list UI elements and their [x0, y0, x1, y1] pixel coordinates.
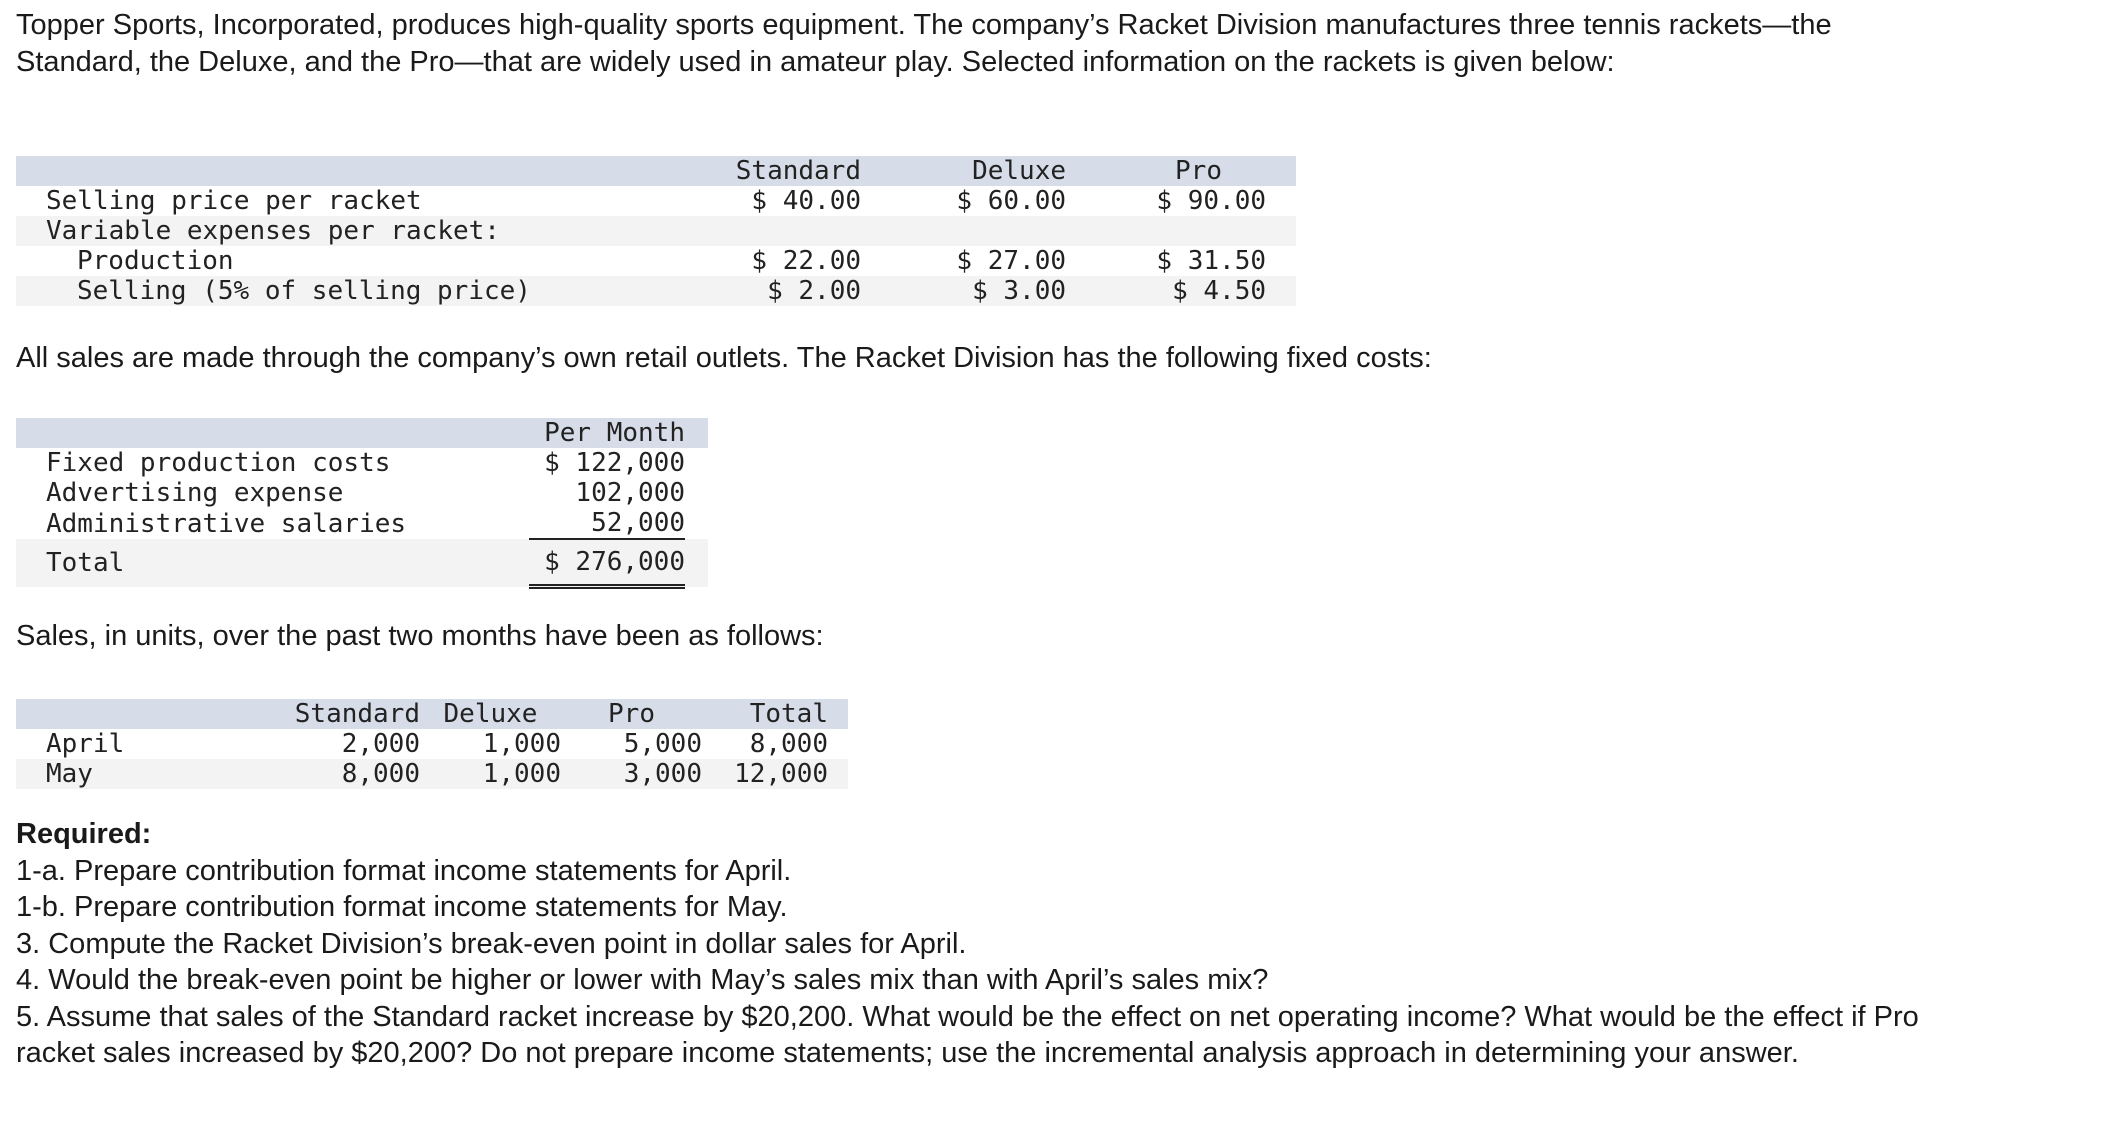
col-header-pro: Pro	[561, 699, 702, 729]
cell-value: $ 60.00	[956, 186, 1066, 216]
required-item: 4. Would the break-even point be higher or lower with May’s sales mix than with April’s sales mix?	[16, 964, 1269, 996]
cell-value: $ 40.00	[751, 186, 861, 216]
row-label: Selling price per racket	[46, 186, 422, 216]
row-label: April	[46, 729, 125, 759]
cell-value: 1,000	[482, 729, 561, 759]
cell-value: 102,000	[575, 478, 685, 508]
table-row	[16, 276, 1296, 306]
required-item: 3. Compute the Racket Division’s break-even point in dollar sales for April.	[16, 927, 967, 960]
row-label: Variable expenses per racket:	[16, 216, 716, 246]
cell-value: $ 90.00	[1156, 186, 1266, 216]
table-row	[16, 478, 708, 508]
total-value: $ 276,000	[529, 539, 685, 587]
cell-value: $ 22.00	[751, 246, 861, 276]
table-row	[16, 216, 1296, 246]
table-row	[16, 246, 1296, 276]
fixed-costs-paragraph: All sales are made through the company’s own retail outlets. The Racket Division has the following fixed costs:	[16, 342, 1432, 374]
cell-value: 8,000	[749, 729, 828, 759]
col-header-deluxe: Deluxe	[420, 699, 561, 729]
intro-paragraph: Topper Sports, Incorporated, produces high-quality sports equipment. The company’s Racket Division manufactures three tennis rackets—the Standard, the Deluxe, and the Pro—that are widely used in amateur play. Selected information on the rackets is given below:	[16, 9, 1832, 78]
cell-value: 12,000	[702, 759, 828, 789]
col-header-standard: Standard	[279, 699, 420, 729]
table-header-row	[16, 699, 848, 729]
fixed-costs-table	[16, 418, 708, 589]
cell-value: $ 2.00	[716, 276, 861, 306]
table-row	[16, 759, 848, 789]
col-header-deluxe: Deluxe	[861, 156, 1066, 186]
col-header-total: Total	[702, 699, 828, 729]
cell-value: $ 27.00	[956, 246, 1066, 276]
table-row	[16, 508, 708, 539]
cell-value: 3,000	[561, 759, 702, 789]
required-item: 1-a. Prepare contribution format income statements for April.	[16, 854, 792, 887]
cell-value: 2,000	[341, 729, 420, 759]
sales-units-table	[16, 699, 848, 789]
required-item: 5. Assume that sales of the Standard racket increase by $20,200. What would be the effect on net operating income? What would be the effect if Pro racket sales increased by $20,200? Do not prepare income statements; use the incremental analysis approach in determining your answer.	[16, 1000, 1919, 1069]
row-label: Advertising expense	[46, 478, 344, 508]
cell-value: 8,000	[279, 759, 420, 789]
row-label: Administrative salaries	[46, 508, 407, 539]
row-label: May	[16, 759, 279, 789]
racket-info-table	[16, 156, 1296, 306]
table-header-row	[16, 418, 708, 448]
cell-value: $ 3.00	[861, 276, 1066, 306]
cell-value: 1,000	[420, 759, 561, 789]
cell-value: 52,000	[529, 508, 685, 539]
table-header-row	[16, 156, 1296, 186]
table-row	[16, 448, 708, 478]
required-heading: Required:	[16, 818, 152, 850]
col-header-per-month: Per Month	[529, 418, 685, 448]
required-section	[16, 816, 1946, 1072]
row-label: Fixed production costs	[46, 448, 391, 478]
cell-value: $ 4.50	[1066, 276, 1266, 306]
col-header-pro: Pro	[1066, 156, 1266, 186]
required-item: 1-b. Prepare contribution format income statements for May.	[16, 891, 788, 923]
row-label: Selling (5% of selling price)	[16, 276, 716, 306]
cell-value: $ 31.50	[1156, 246, 1266, 276]
sales-paragraph: Sales, in units, over the past two months have been as follows:	[16, 620, 824, 652]
table-row	[16, 729, 848, 759]
col-header-standard: Standard	[716, 156, 861, 186]
table-row	[16, 186, 1296, 216]
row-label: Production	[77, 246, 234, 276]
cell-value: $ 122,000	[544, 448, 685, 478]
row-label: Total	[16, 539, 529, 587]
total-row	[16, 539, 708, 587]
cell-value: 5,000	[623, 729, 702, 759]
